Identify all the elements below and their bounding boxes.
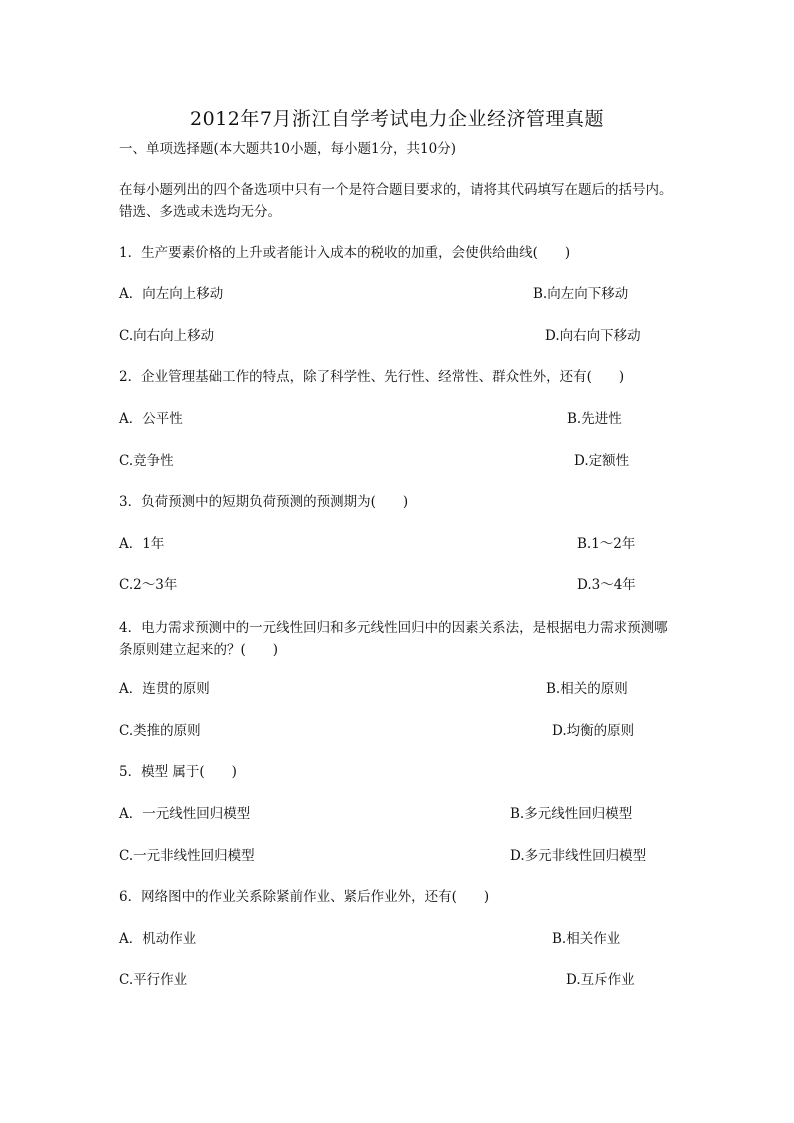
question-3-stem: 3．负荷预测中的短期负荷预测的预测期为( ) [119, 494, 409, 510]
question-1-stem: 1．生产要素价格的上升或者能计入成本的税收的加重，会使供给曲线( ) [119, 245, 571, 261]
question-4-stem: 4．电力需求预测中的一元线性回归和多元线性回归中的因素关系法，是根据电力需求预测哪条原则建立起来的？( ) [119, 620, 668, 658]
question-5-option-c: C.一元非线性回归模型 [119, 848, 255, 864]
question-3-option-d: D.3～4年 [577, 577, 636, 593]
question-4-option-a: A．连贯的原则 [119, 681, 210, 697]
question-6-option-b: B.相关作业 [552, 931, 621, 947]
question-6-option-c: C.平行作业 [119, 972, 188, 988]
question-3-option-a: A．1年 [119, 536, 165, 552]
question-4-option-c: C.类推的原则 [119, 723, 201, 739]
question-2-option-c: C.竞争性 [119, 453, 174, 469]
question-2-option-d: D.定额性 [574, 453, 630, 469]
question-4-option-d: D.均衡的原则 [552, 723, 635, 739]
section-instructions: 在每小题列出的四个备选项中只有一个是符合题目要求的，请将其代码填写在题后的括号内。错选、多选或未选均无分。 [119, 182, 673, 220]
question-2-option-a: A．公平性 [119, 411, 183, 427]
question-4-option-b: B.相关的原则 [546, 681, 628, 697]
section-heading: 一、单项选择题(本大题共10小题，每小题1分，共10分) [119, 141, 456, 157]
question-6-option-d: D.互斥作业 [566, 972, 635, 988]
question-5-option-d: D.多元非线性回归模型 [510, 848, 647, 864]
question-2-stem: 2．企业管理基础工作的特点，除了科学性、先行性、经常性、群众性外，还有( ) [119, 369, 625, 385]
question-5-stem: 5．模型 属于( ) [119, 764, 237, 780]
question-1-option-d: D.向右向下移动 [545, 328, 641, 344]
document-title: 2012年7月浙江自学考试电力企业经济管理真题 [190, 108, 604, 130]
question-1-option-a: A．向左向上移动 [119, 286, 224, 302]
question-2-option-b: B.先进性 [567, 411, 622, 427]
question-5-option-a: A．一元线性回归模型 [119, 806, 251, 822]
question-1-option-b: B.向左向下移动 [533, 286, 629, 302]
question-1-option-c: C.向右向上移动 [119, 328, 215, 344]
question-3-option-b: B.1～2年 [577, 536, 636, 552]
question-6-option-a: A．机动作业 [119, 931, 197, 947]
question-6-stem: 6．网络图中的作业关系除紧前作业、紧后作业外，还有( ) [119, 889, 490, 905]
question-3-option-c: C.2～3年 [119, 577, 178, 593]
question-5-option-b: B.多元线性回归模型 [510, 806, 633, 822]
